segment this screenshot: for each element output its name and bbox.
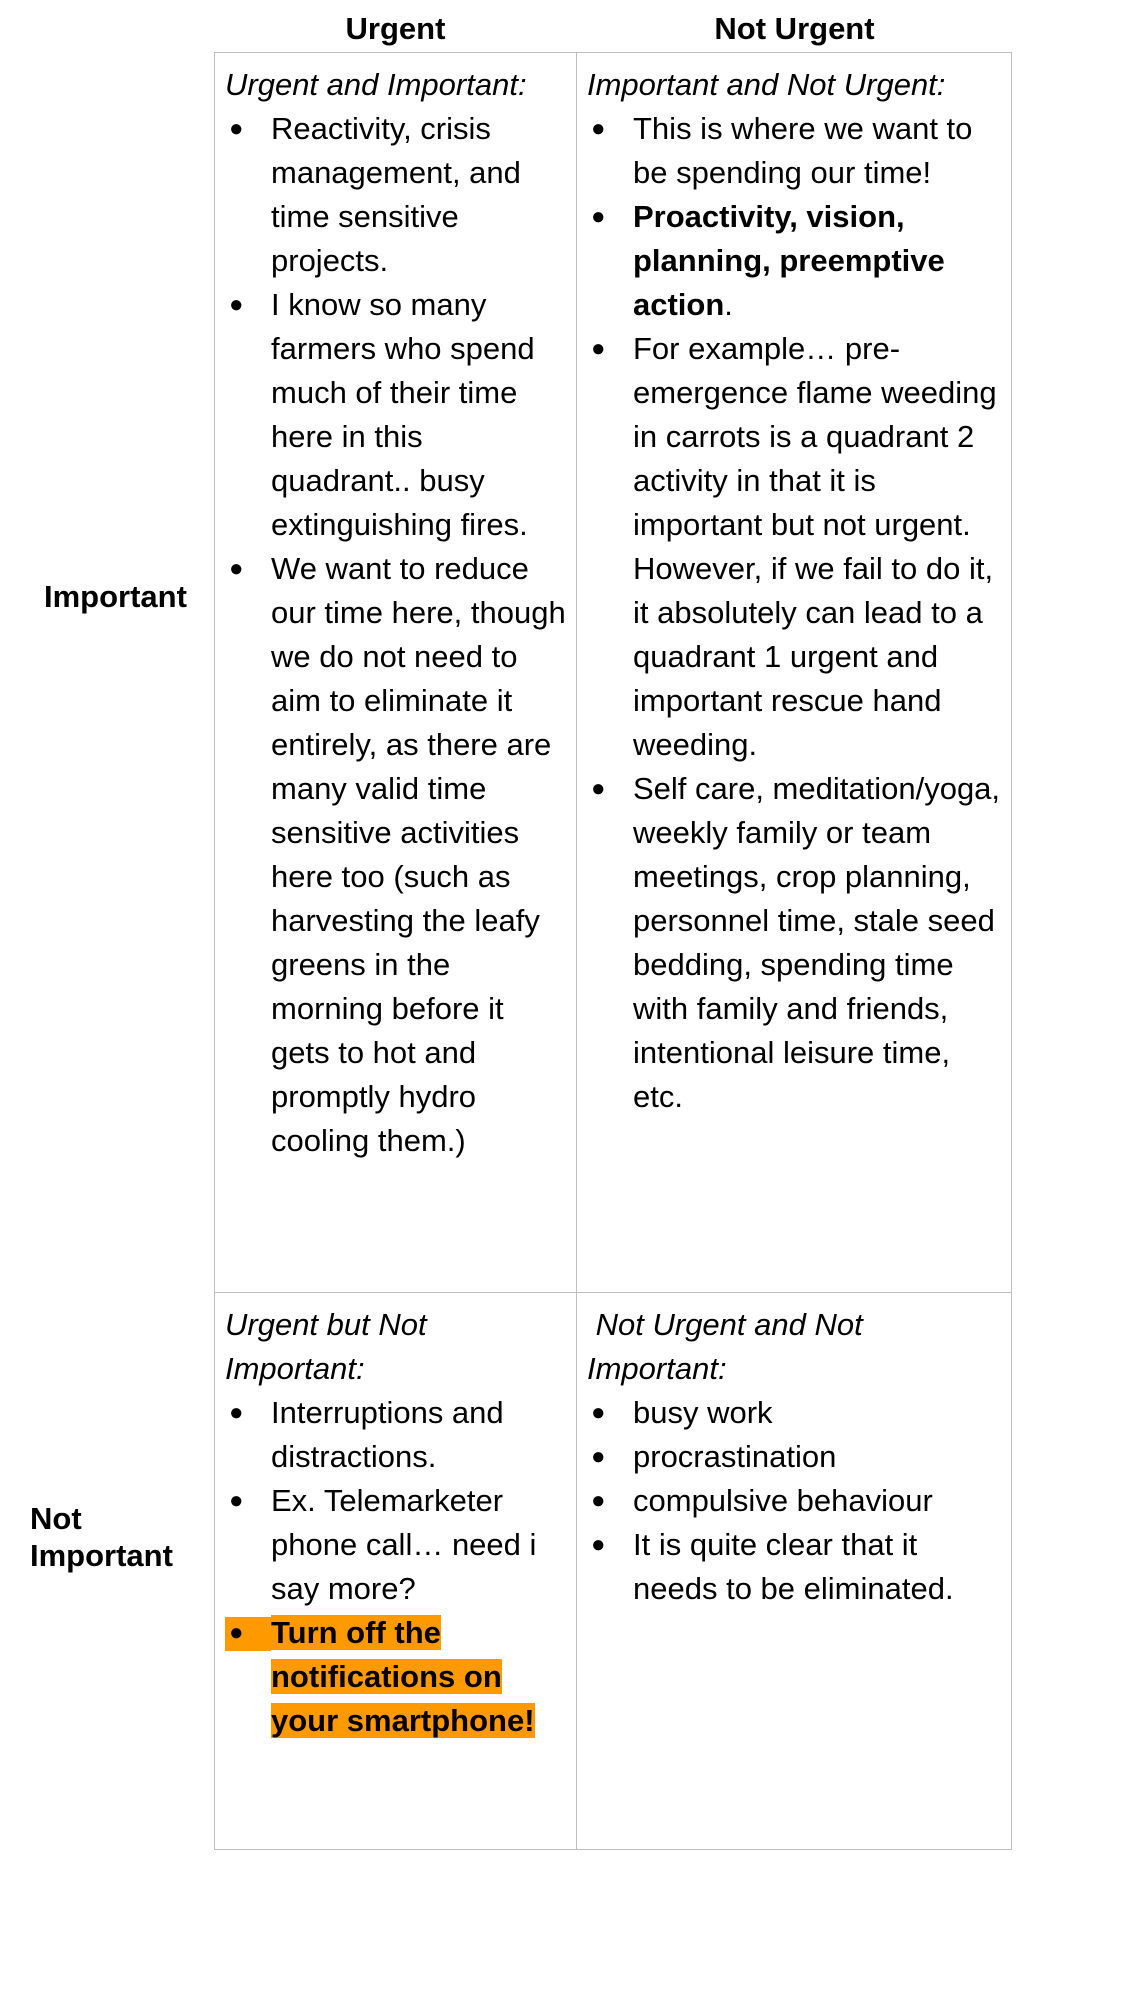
- bullet-icon: ●: [591, 775, 606, 802]
- column-header-urgent: Urgent: [345, 11, 446, 46]
- list-item: [225, 1391, 566, 1479]
- list-item: [587, 195, 1001, 327]
- bullet-icon: ●: [229, 291, 244, 318]
- bullet-icon: ●: [591, 1487, 606, 1514]
- bullet-list: [225, 107, 566, 1163]
- list-item: [587, 327, 1001, 767]
- list-item: [225, 547, 566, 1163]
- list-item-text: busy work: [633, 1395, 773, 1430]
- list-item: [225, 283, 566, 547]
- bullet-icon: ●: [229, 1619, 244, 1646]
- list-item: [587, 1479, 1001, 1523]
- list-item: [587, 107, 1001, 195]
- quadrant-not-urgent-not-important: [577, 1293, 1011, 1849]
- list-item: [587, 1523, 1001, 1611]
- list-item: [225, 107, 566, 283]
- list-item-text: This is where we want to be spending our time!: [633, 111, 973, 190]
- row-header-important: Important: [44, 579, 187, 614]
- list-item-text: For example… pre-emergence flame weeding in carrots is a quadrant 2 activity in that it is important but not urgent. However, if we fail to do it, it absolutely can lead to a quadrant 1 urgent and important rescue hand weeding.: [633, 331, 997, 762]
- list-item-text: compulsive behaviour: [633, 1483, 933, 1518]
- bullet-icon: ●: [591, 1399, 606, 1426]
- eisenhower-matrix: [214, 52, 1012, 1850]
- row-header-not-important-line1: Not: [30, 1501, 82, 1536]
- bullet-icon: ●: [229, 115, 244, 142]
- list-item: [587, 1435, 1001, 1479]
- list-item: [225, 1479, 566, 1611]
- bullet-icon: ●: [591, 335, 606, 362]
- list-item-bold-text: Proactivity, vision, planning, preemptive action: [633, 199, 945, 322]
- bullet-icon: ●: [591, 1531, 606, 1558]
- quadrant-urgent-not-important: [215, 1293, 577, 1849]
- list-item-text: Ex. Telemarketer phone call… need i say more?: [271, 1483, 537, 1606]
- quadrant-important-not-urgent: [577, 53, 1011, 1293]
- quadrant-urgent-important: [215, 53, 577, 1293]
- bullet-list: [587, 1391, 1001, 1611]
- quadrant-title: Not Urgent and Not Important:: [587, 1307, 872, 1386]
- bullet-list: [587, 107, 1001, 1119]
- quadrant-title: Urgent but Not Important:: [225, 1307, 427, 1386]
- highlighted-list-item: [225, 1611, 566, 1743]
- bullet-list: [225, 1391, 566, 1743]
- bullet-icon: ●: [229, 1399, 244, 1426]
- row-header-not-important: [30, 1500, 173, 1574]
- list-item-text: Self care, meditation/yoga, weekly family or team meetings, crop planning, personnel time, stale seed bedding, spending time with family and friends, intentional leisure time, etc.: [633, 771, 1001, 1114]
- list-item-text: I know so many farmers who spend much of their time here in this quadrant.. busy extinguishing fires.: [271, 287, 535, 542]
- bullet-icon: ●: [591, 115, 606, 142]
- bullet-icon: ●: [229, 1487, 244, 1514]
- list-item: [587, 767, 1001, 1119]
- bullet-icon: ●: [229, 555, 244, 582]
- list-item-text: procrastination: [633, 1439, 837, 1474]
- list-item-text: We want to reduce our time here, though we do not need to aim to eliminate it entirely, as there are many valid time sensitive activities here too (such as harvesting the leafy greens in the morning before it gets to hot and promptly hydro cooling them.): [271, 551, 566, 1158]
- list-item-text: .: [724, 287, 733, 322]
- list-item: [587, 1391, 1001, 1435]
- row-header-not-important-line2: Important: [30, 1538, 173, 1574]
- quadrant-title: Urgent and Important:: [225, 67, 527, 102]
- quadrant-title: Important and Not Urgent:: [587, 67, 946, 102]
- bullet-icon: ●: [591, 1443, 606, 1470]
- list-item-text: Reactivity, crisis management, and time sensitive projects.: [271, 111, 521, 278]
- highlighted-text: Turn off the notifications on your smartphone!: [271, 1615, 535, 1738]
- list-item-text: It is quite clear that it needs to be eliminated.: [633, 1527, 954, 1606]
- column-header-not-urgent: Not Urgent: [714, 11, 875, 46]
- list-item-text: Interruptions and distractions.: [271, 1395, 504, 1474]
- bullet-icon: ●: [591, 203, 606, 230]
